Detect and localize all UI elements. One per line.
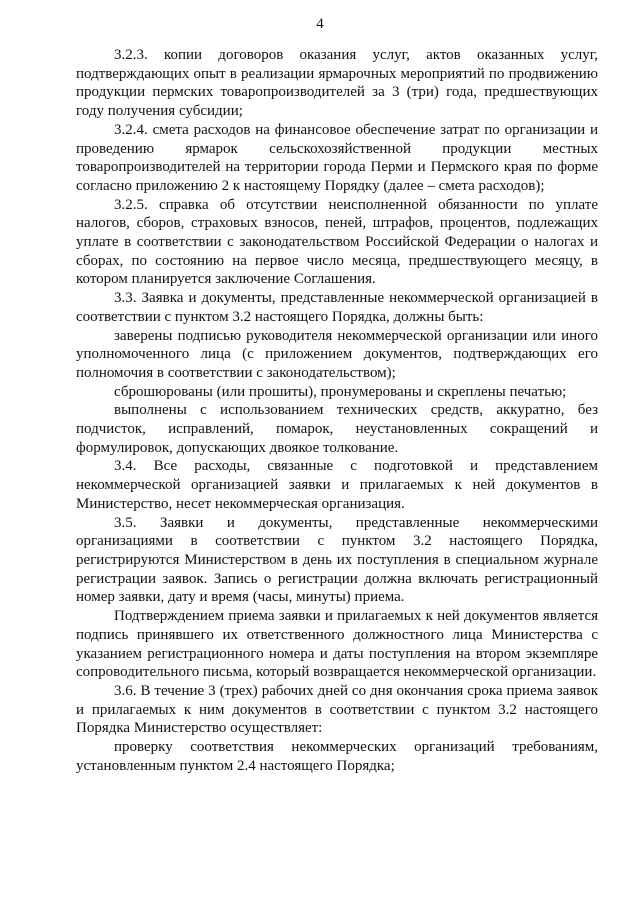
- paragraph-3-2-4: 3.2.4. смета расходов на финансовое обеспечение затрат по организации и проведению ярмарок сельскохозяйственной продукции местных товаропроизводителей на территории города Перми и Пермского края по форме согласно приложению 2 к настоящему Порядку (далее – смета расходов);: [76, 121, 598, 194]
- paragraph-3-2-3: 3.2.3. копии договоров оказания услуг, актов оказанных услуг, подтверждающих опыт в реализации ярмарочных мероприятий по продвижению продукции пермских товаропроизводителей за 3 (три) года, предшествующих году получения субсидии;: [76, 47, 598, 120]
- paragraph-requirement-technical: выполнены с использованием технических средств, аккуратно, без подчисток, исправлений, помарок, неустановленных сокращений и формулировок, допускающих двоякое толкование.: [76, 402, 598, 456]
- paragraph-compliance-check: проверку соответствия некоммерческих организаций требованиям, установленным пунктом 2.4 настоящего Порядка;: [76, 739, 598, 774]
- paragraph-3-6: 3.6. В течение 3 (трех) рабочих дней со дня окончания срока приема заявок и прилагаемых к ним документов в соответствии с пунктом 3.2 настоящего Порядка Министерство осуществляет:: [76, 682, 598, 737]
- document-body: [76, 46, 598, 775]
- paragraph-3-4: 3.4. Все расходы, связанные с подготовкой и представлением некоммерческой организацией заявки и прилагаемых к ней документов в Министерство, несет некоммерческая организация.: [76, 458, 598, 512]
- paragraph-3-5: 3.5. Заявки и документы, представленные некоммерческими организациями в соответствии с пунктом 3.2 настоящего Порядка, регистрируются Министерством в день их поступления в специальном журнале регистрации заявок. Запись о регистрации должна включать регистрационный номер заявки, дату и время (часы, минуты) приема.: [76, 514, 598, 606]
- paragraph-3-2-5: 3.2.5. справка об отсутствии неисполненной обязанности по уплате налогов, сборов, страховых взносов, пеней, штрафов, процентов, подлежащих уплате в соответствии с законодательством Российской Федерации о налогах и сборах, по состоянию на первое число месяца, предшествующего месяцу, в котором планируется заключение Соглашения.: [76, 196, 598, 288]
- page-number: 4: [316, 16, 324, 32]
- paragraph-confirmation: Подтверждением приема заявки и прилагаемых к ней документов является подпись принявшего их ответственного должностного лица Министерства с указанием регистрационного номера и даты поступления на втором экземпляре сопроводительного письма, который возвращается некоммерческой организации.: [76, 608, 598, 681]
- paragraph-3-3: 3.3. Заявка и документы, представленные некоммерческой организацией в соответствии с пунктом 3.2 настоящего Порядка, должны быть:: [76, 290, 598, 325]
- paragraph-requirement-bound: сброшюрованы (или прошиты), пронумерованы и скреплены печатью;: [114, 383, 567, 400]
- paragraph-requirement-signed: заверены подписью руководителя некоммерческой организации или иного уполномоченного лица (с приложением документов, подтверждающих его полномочия в соответствии с законодательством);: [76, 327, 598, 381]
